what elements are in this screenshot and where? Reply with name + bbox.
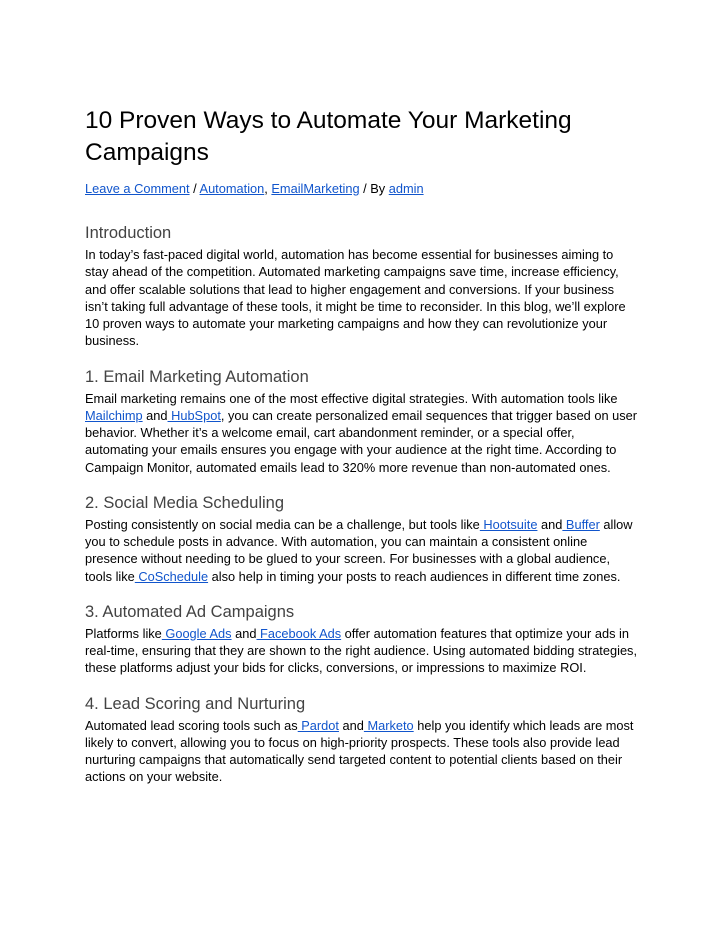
section-paragraph: [85, 625, 640, 677]
paragraph-text: and: [231, 625, 257, 641]
mailchimp-link[interactable]: Mailchimp: [85, 407, 143, 423]
section-ad-campaigns: [85, 601, 640, 677]
section-paragraph: In today’s fast-paced digital world, automation has become essential for businesses aiming to stay ahead of the competition. Automated marketing campaigns save time, increase efficiency, and offer scalable solutions that lead to higher engagement and conversions. If your business isn’t taking full advantage of these tools, it might be time to reconsider. In this blog, we’ll explore 10 proven ways to automate your marketing campaigns and how they can revolutionize your business.: [85, 247, 626, 349]
article: [85, 105, 640, 786]
pardot-link[interactable]: Pardot: [297, 717, 339, 733]
paragraph-text: Posting consistently on social media can be a challenge, but tools like: [85, 516, 480, 532]
meta-by: / By: [359, 181, 389, 196]
author-link[interactable]: admin: [388, 181, 424, 196]
section-heading: 1. Email Marketing Automation: [85, 367, 309, 386]
paragraph-text: Email marketing remains one of the most effective digital strategies. With automation tools like: [85, 390, 618, 406]
section-social-media: [85, 492, 640, 585]
paragraph-text: and: [537, 516, 563, 532]
section-lead-scoring: [85, 693, 640, 786]
google-ads-link[interactable]: Google Ads: [161, 625, 232, 641]
section-heading: 4. Lead Scoring and Nurturing: [85, 694, 306, 713]
meta-comma: ,: [264, 181, 272, 196]
section-email-marketing: [85, 366, 640, 476]
category-automation-link[interactable]: Automation: [199, 181, 265, 196]
paragraph-text: allow you to schedule posts in advance. With automation, you can maintain a consistent online presence without needing to be glued to your screen. For businesses with a global audience, tools like: [85, 516, 633, 584]
paragraph-text: Platforms like: [85, 625, 162, 641]
paragraph-text: , you can create personalized email sequences that trigger based on user behavior. Whether it’s a welcome email, cart abandonment reminder, or a special offer, automating your emails ensures you engage with your audience at the right time. According to Campaign Monitor, automated emails lead to 320% more revenue than non-automated ones.: [85, 407, 638, 475]
section-paragraph: [85, 390, 640, 476]
marketo-link[interactable]: Marketo: [363, 717, 414, 733]
section-paragraph: [85, 516, 640, 585]
paragraph-text: Automated lead scoring tools such as: [85, 717, 298, 733]
section-heading: 2. Social Media Scheduling: [85, 493, 285, 512]
post-meta: [85, 180, 640, 198]
leave-comment-link[interactable]: Leave a Comment: [85, 181, 190, 196]
hubspot-link[interactable]: HubSpot: [167, 407, 221, 423]
hootsuite-link[interactable]: Hootsuite: [479, 516, 538, 532]
paragraph-text: help you identify which leads are most likely to convert, allowing you to focus on high-priority prospects. These tools also provide lead nurturing campaigns that automatically send targeted content to potential clients based on their actions on your website.: [85, 717, 634, 785]
article-title: 10 Proven Ways to Automate Your Marketing Campaigns: [85, 107, 572, 166]
paragraph-text: offer automation features that optimize your ads in real-time, ensuring that they are shown to the right audience. Using automated bidding strategies, these platforms adjust your bids for clicks, conversions, or impressions to maximize ROI.: [85, 625, 638, 676]
section-heading: Introduction: [85, 224, 172, 242]
section-introduction: [85, 222, 640, 350]
category-emailmarketing-link[interactable]: EmailMarketing: [271, 181, 360, 196]
buffer-link[interactable]: Buffer: [562, 516, 600, 532]
coschedule-link[interactable]: CoSchedule: [134, 568, 209, 584]
paragraph-text: and: [338, 717, 364, 733]
paragraph-text: also help in timing your posts to reach audiences in different time zones.: [208, 568, 621, 584]
paragraph-text: and: [142, 407, 168, 423]
facebook-ads-link[interactable]: Facebook Ads: [256, 625, 342, 641]
section-paragraph: [85, 717, 640, 786]
meta-separator: /: [189, 181, 200, 196]
section-heading: 3. Automated Ad Campaigns: [85, 602, 295, 621]
